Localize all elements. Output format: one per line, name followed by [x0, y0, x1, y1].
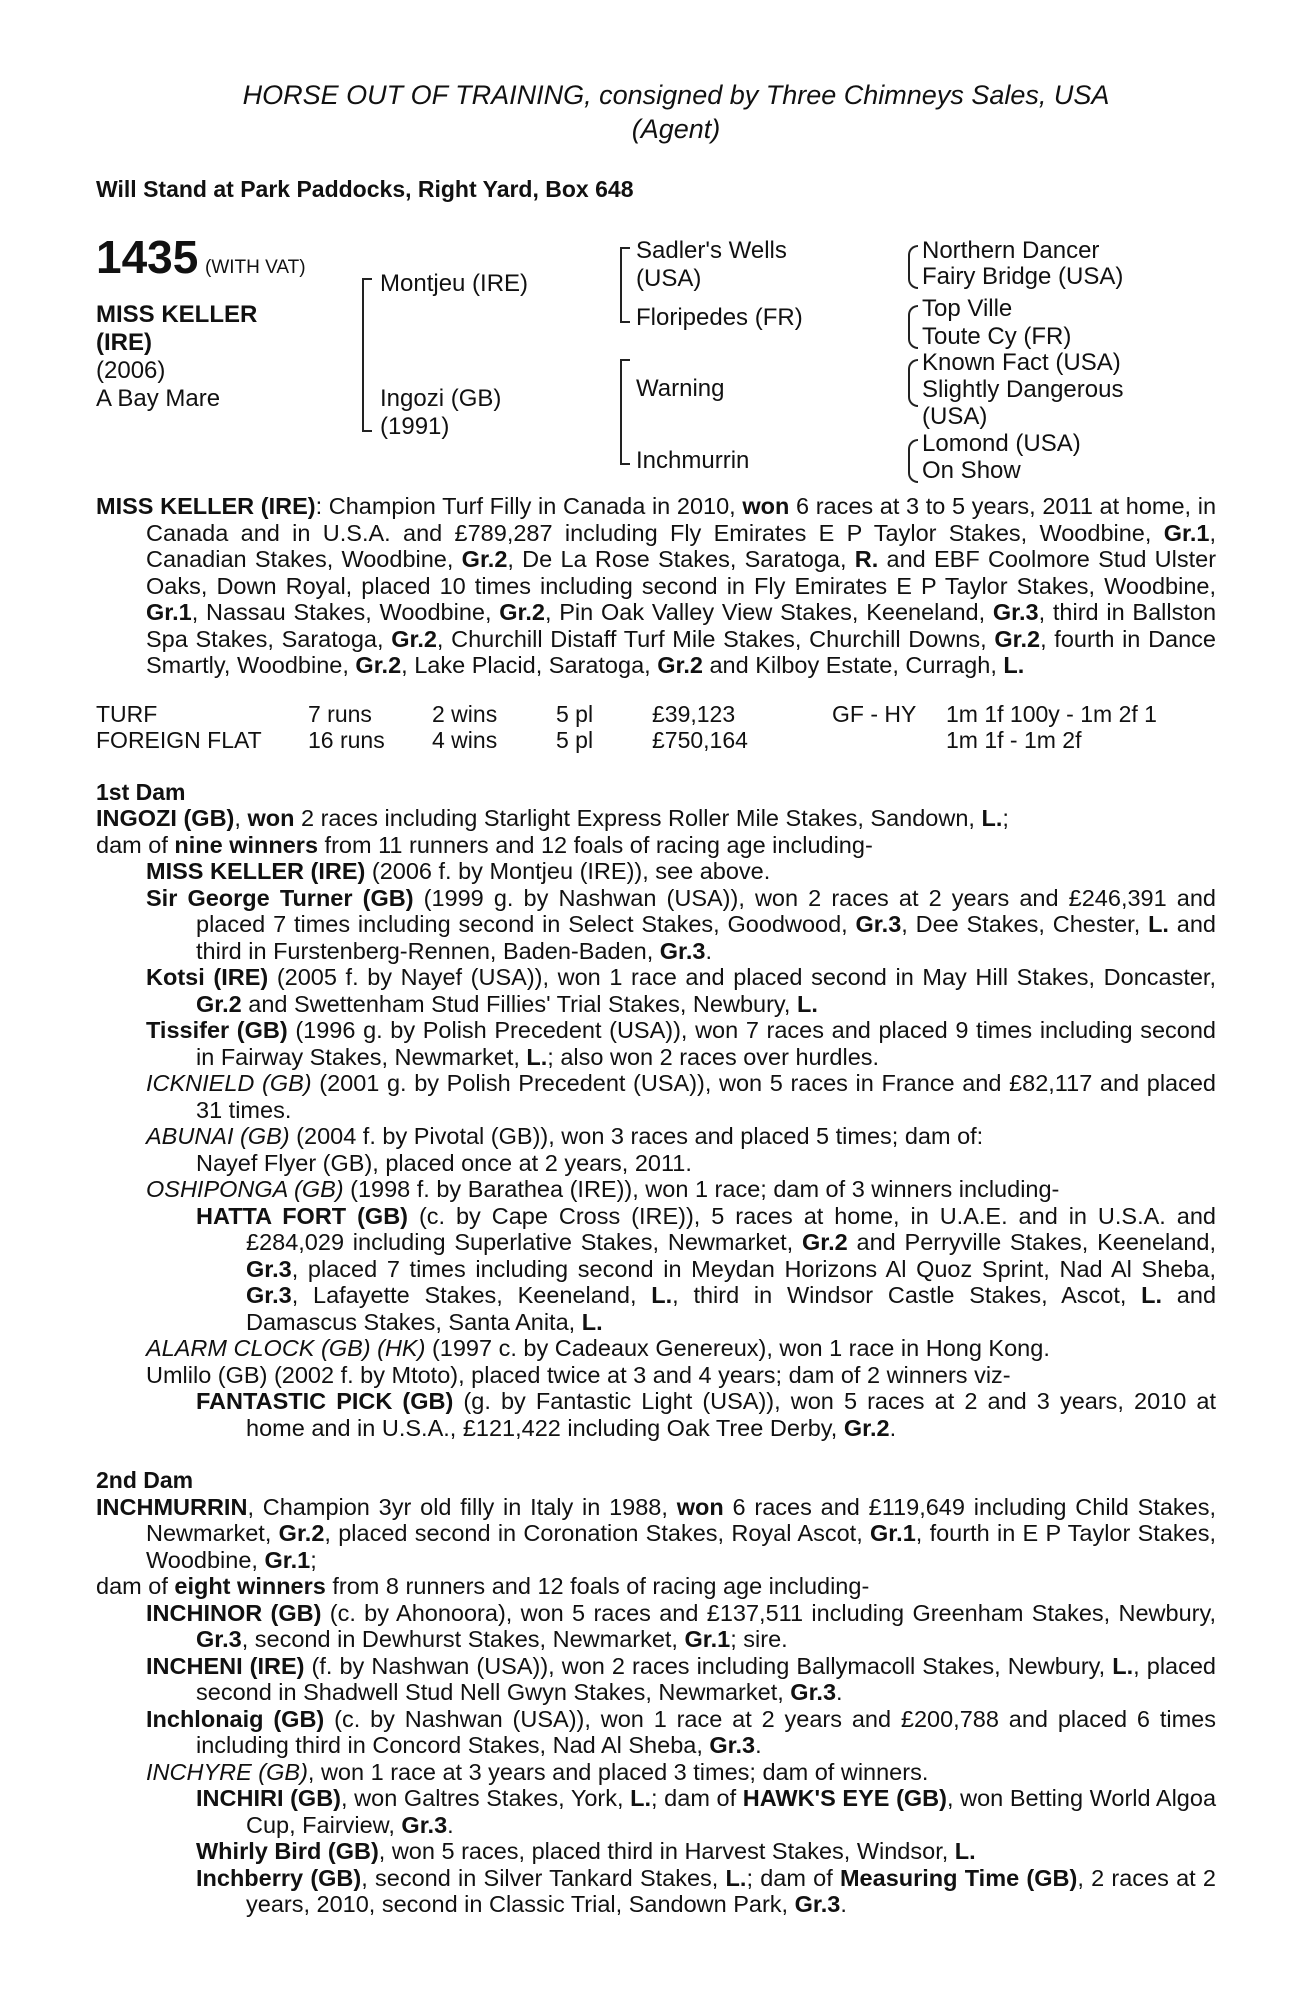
first-dam-heading: 1st Dam	[96, 778, 186, 805]
pedigree-dam-dam: Inchmurrin	[636, 447, 750, 474]
race-summary: MISS KELLER (IRE): Champion Turf Filly in Canada in 2010, won 6 races at 3 to 5 years, 2011 at home, in Canada and in U.S.A. and £789,287 including Fly Emirates E P Taylor Stakes, Woodbine, Gr.1, Canadian Stakes, Woodbine, Gr.2, De La Rose Stakes, Saratoga, R. and EBF Coolmore Stud Ulster Oaks, Down Royal, placed 10 times including second in Fly Emirates E P Taylor Stakes, Woodbine, Gr.1, Nassau Stakes, Woodbine, Gr.2, Pin Oak Valley View Stakes, Keeneland, Gr.3, third in Ballston Spa Stakes, Saratoga, Gr.2, Churchill Distaff Turf Mile Stakes, Churchill Downs, Gr.2, fourth in Dance Smartly, Woodbine, Gr.2, Lake Placid, Saratoga, Gr.2 and Kilboy Estate, Curragh, L.	[96, 493, 1217, 678]
pedigree-sire: Montjeu (IRE)	[380, 270, 529, 297]
pedigree-bracket	[620, 359, 630, 465]
lot-number: 1435	[96, 231, 199, 283]
pedigree-dam: Ingozi (GB)	[380, 385, 502, 412]
catalogue-page	[96, 78, 1216, 1918]
horse-year: (2006)	[96, 357, 166, 384]
record-distance: 1m 1f 100y - 1m 2f 1	[946, 700, 1157, 727]
list-item: INCHIRI (GB), won Galtres Stakes, York, L.; dam of HAWK'S EYE (GB), won Betting World Algoa Cup, Fairview, Gr.3.	[196, 1785, 1217, 1838]
list-item: INCHYRE (GB), won 1 race at 3 years and placed 3 times; dam of winners.	[146, 1758, 929, 1785]
record-placed: 5 pl	[556, 700, 594, 727]
horse-suffix: (IRE)	[96, 329, 152, 356]
pedigree-sire-sire: Sadler's Wells	[636, 237, 787, 264]
second-dam-produce-summary: dam of eight winners from 8 runners and 12 foals of racing age including-	[96, 1573, 870, 1599]
horse-name: MISS KELLER	[96, 301, 258, 328]
pedigree-ssd: Fairy Bridge (USA)	[922, 263, 1124, 290]
record-distance: 1m 1f - 1m 2f	[946, 726, 1082, 753]
pedigree-sdd: Toute Cy (FR)	[922, 323, 1072, 350]
record-earnings: £750,164	[652, 726, 748, 753]
pedigree-bracket	[362, 278, 372, 432]
lot-number-line	[96, 231, 306, 283]
list-item: Whirly Bird (GB), won 5 races, placed third in Harvest Stakes, Windsor, L.	[196, 1838, 976, 1864]
page-header	[96, 78, 1216, 146]
first-dam-intro: INGOZI (GB), won 2 races including Starlight Express Roller Mile Stakes, Sandown, L.;	[96, 805, 1009, 831]
table-row	[96, 701, 1157, 727]
record-wins: 4 wins	[432, 726, 498, 753]
record-wins: 2 wins	[432, 700, 498, 727]
record-earnings: £39,123	[652, 700, 736, 727]
list-item: MISS KELLER (IRE) (2006 f. by Montjeu (IRE)), see above.	[146, 858, 771, 884]
list-item: FANTASTIC PICK (GB) (g. by Fantastic Light (USA)), won 5 races at 2 and 3 years, 2010 at home and in U.S.A., £121,422 including Oak Tree Derby, Gr.2.	[196, 1388, 1216, 1441]
race-record-table	[96, 701, 1157, 753]
vat-label: (WITH VAT)	[205, 257, 306, 278]
pedigree-bracket	[620, 247, 630, 323]
pedigree-dds: Lomond (USA)	[922, 430, 1081, 457]
pedigree-sss: Northern Dancer	[922, 237, 1100, 264]
list-item: ABUNAI (GB) (2004 f. by Pivotal (GB)), won 3 races and placed 5 times; dam of:	[146, 1123, 984, 1149]
pedigree-dsd: Slightly Dangerous	[922, 376, 1124, 403]
first-dam-produce-summary: dam of nine winners from 11 runners and 12 foals of racing age including-	[96, 831, 873, 858]
list-item: Umlilo (GB) (2002 f. by Mtoto), placed twice at 3 and 4 years; dam of 2 winners viz-	[146, 1361, 1011, 1388]
pedigree-sds: Top Ville	[922, 295, 1013, 322]
list-item: Nayef Flyer (GB), placed once at 2 years, 2011.	[196, 1149, 692, 1176]
second-dam-intro: INCHMURRIN, Champion 3yr old filly in Italy in 1988, won 6 races and £119,649 including Child Stakes, Newmarket, Gr.2, placed second in Coronation Stakes, Royal Ascot, Gr.1, fourth in E P Taylor Stakes, Woodbine, Gr.1;	[96, 1493, 1217, 1573]
pedigree-bracket	[908, 245, 918, 289]
list-item: Inchberry (GB), second in Silver Tankard Stakes, L.; dam of Measuring Time (GB), 2 races at 2 years, 2010, second in Classic Trial, Sandown Park, Gr.3.	[196, 1864, 1216, 1917]
second-dam-heading: 2nd Dam	[96, 1467, 194, 1493]
list-item: INCHINOR (GB) (c. by Ahonoora), won 5 races and £137,511 including Greenham Stakes, Newbury, Gr.3, second in Dewhurst Stakes, Newmarket, Gr.1; sire.	[146, 1599, 1217, 1652]
record-going: GF - HY	[832, 700, 917, 727]
pedigree-dam-year: (1991)	[380, 413, 450, 440]
pedigree-sire-sire-country: (USA)	[636, 265, 702, 292]
list-item: Inchlonaig (GB) (c. by Nashwan (USA)), won 1 race at 2 years and £200,788 and placed 6 times including third in Concord Stakes, Nad Al Sheba, Gr.3.	[146, 1705, 1216, 1758]
record-going	[832, 727, 946, 753]
pedigree-dam-sire: Warning	[636, 375, 725, 402]
header-line-2: (Agent)	[631, 114, 721, 144]
record-type: FOREIGN FLAT	[96, 726, 262, 753]
header-line-1: HORSE OUT OF TRAINING, consigned by Three Chimneys Sales, USA	[242, 80, 1110, 110]
list-item: ICKNIELD (GB) (2001 g. by Polish Precedent (USA)), won 5 races in France and £82,117 and placed 31 times.	[146, 1070, 1216, 1123]
list-item: Kotsi (IRE) (2005 f. by Nayef (USA)), won 1 race and placed second in May Hill Stakes, Doncaster, Gr.2 and Swettenham Stud Fillies' Trial Stakes, Newbury, L.	[146, 964, 1216, 1017]
record-runs: 7 runs	[308, 700, 372, 727]
table-row	[96, 727, 1157, 753]
list-item: ALARM CLOCK (GB) (HK) (1997 c. by Cadeaux Genereux), won 1 race in Hong Kong.	[146, 1335, 1050, 1361]
pedigree-dsd-country: (USA)	[922, 403, 988, 430]
pedigree-dss: Known Fact (USA)	[922, 349, 1121, 376]
pedigree-table	[96, 231, 1216, 493]
list-item: Tissifer (GB) (1996 g. by Polish Precedent (USA)), won 7 races and placed 9 times including second in Fairway Stakes, Newmarket, L.; also won 2 races over hurdles.	[146, 1017, 1216, 1070]
list-item: HATTA FORT (GB) (c. by Cape Cross (IRE)), 5 races at home, in U.A.E. and in U.S.A. and £284,029 including Superlative Stakes, Newmarket, Gr.2 and Perryville Stakes, Keeneland, Gr.3, placed 7 times including second in Meydan Horizons Al Quoz Sprint, Nad Al Sheba, Gr.3, Lafayette Stakes, Keeneland, L., third in Windsor Castle Stakes, Ascot, L. and Damascus Stakes, Santa Anita, L.	[196, 1202, 1217, 1335]
pedigree-bracket	[908, 439, 918, 483]
pedigree-sire-dam: Floripedes (FR)	[636, 304, 803, 331]
record-runs: 16 runs	[308, 726, 385, 753]
record-placed: 5 pl	[556, 726, 594, 753]
stand-location: Will Stand at Park Paddocks, Right Yard, Box 648	[96, 176, 634, 202]
pedigree-bracket	[908, 359, 918, 407]
list-item: Sir George Turner (GB) (1999 g. by Nashwan (USA)), won 2 races at 2 years and £246,391 and placed 7 times including second in Select Stakes, Goodwood, Gr.3, Dee Stakes, Chester, L. and third in Furstenberg-Rennen, Baden-Baden, Gr.3.	[146, 884, 1216, 964]
list-item: INCHENI (IRE) (f. by Nashwan (USA)), won 2 races including Ballymacoll Stakes, Newbury, L., placed second in Shadwell Stud Nell Gwyn Stakes, Newmarket, Gr.3.	[146, 1652, 1217, 1705]
horse-description: A Bay Mare	[96, 385, 221, 412]
pedigree-bracket	[908, 305, 918, 349]
pedigree-ddd: On Show	[922, 457, 1021, 484]
record-type: TURF	[96, 700, 158, 727]
list-item: OSHIPONGA (GB) (1998 f. by Barathea (IRE)), won 1 race; dam of 3 winners including-	[146, 1176, 1060, 1202]
